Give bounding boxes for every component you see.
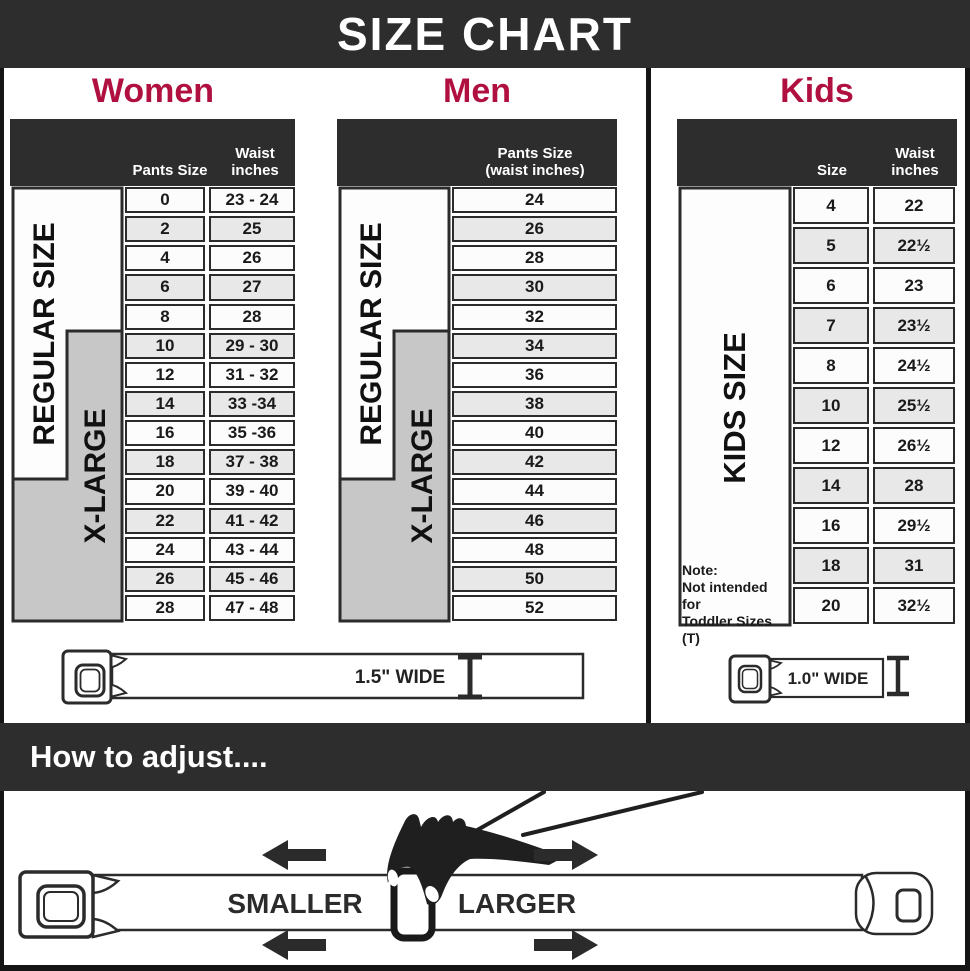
kids-waist-header: Waist inches	[891, 145, 939, 179]
larger-label: LARGER	[457, 888, 577, 919]
waist-cell: 35 -36	[209, 420, 295, 446]
how-to-adjust-heading: How to adjust....	[30, 739, 268, 774]
waist-cell: 23	[873, 267, 955, 304]
size-cell: 5	[793, 227, 869, 264]
page-title: SIZE CHART	[337, 8, 633, 60]
size-cell: 10	[793, 387, 869, 424]
table-row	[793, 227, 955, 267]
frame-right-bottom	[965, 791, 970, 971]
table-row	[793, 307, 955, 347]
men-table-header	[337, 119, 617, 186]
waist-cell: 23 - 24	[209, 187, 295, 213]
table-row	[125, 508, 295, 537]
arrow-right-icon	[534, 840, 598, 870]
table-row	[793, 187, 955, 227]
value-cell: 44	[452, 478, 617, 504]
waist-cell: 29 - 30	[209, 333, 295, 359]
table-row	[452, 508, 617, 537]
men-pants-size-header: Pants Size (waist inches)	[485, 145, 585, 179]
waist-cell: 32½	[873, 587, 955, 624]
table-row	[452, 362, 617, 391]
table-row	[125, 566, 295, 595]
waist-cell: 39 - 40	[209, 478, 295, 504]
adult-belt-strap	[112, 654, 583, 698]
table-row	[125, 537, 295, 566]
table-row	[452, 187, 617, 216]
kids-size-header: Size	[816, 162, 847, 179]
table-row	[793, 427, 955, 467]
size-cell: 8	[793, 347, 869, 384]
kids-section-title: Kids	[780, 72, 854, 110]
size-cell: 28	[125, 595, 205, 621]
table-row	[452, 595, 617, 624]
table-row	[793, 507, 955, 547]
waist-cell: 31	[873, 547, 955, 584]
table-row	[793, 347, 955, 387]
table-row	[125, 245, 295, 274]
header-bar	[0, 0, 970, 68]
size-cell: 7	[793, 307, 869, 344]
section-divider	[646, 68, 651, 723]
waist-cell: 22	[873, 187, 955, 224]
arrow-right-icon	[534, 930, 598, 960]
table-row	[793, 587, 955, 627]
belt-tab-hole	[897, 890, 920, 921]
women-pants-size-header: Pants Size	[132, 162, 208, 179]
table-row	[793, 467, 955, 507]
women-section-title: Women	[91, 72, 215, 110]
value-cell: 24	[452, 187, 617, 213]
size-cell: 24	[125, 537, 205, 563]
waist-cell: 24½	[873, 347, 955, 384]
waist-cell: 31 - 32	[209, 362, 295, 388]
value-cell: 48	[452, 537, 617, 563]
waist-cell: 33 -34	[209, 391, 295, 417]
size-cell: 16	[793, 507, 869, 544]
waist-cell: 28	[209, 304, 295, 330]
size-cell: 22	[125, 508, 205, 534]
size-cell: 20	[125, 478, 205, 504]
size-cell: 14	[793, 467, 869, 504]
table-row	[452, 420, 617, 449]
size-cell: 26	[125, 566, 205, 592]
smaller-label: SMALLER	[227, 888, 363, 919]
waist-cell: 47 - 48	[209, 595, 295, 621]
waist-cell: 28	[873, 467, 955, 504]
women-size-labels	[10, 186, 125, 624]
waist-cell: 41 - 42	[209, 508, 295, 534]
value-cell: 46	[452, 508, 617, 534]
value-cell: 40	[452, 420, 617, 446]
value-cell: 38	[452, 391, 617, 417]
waist-cell: 25	[209, 216, 295, 242]
table-row	[125, 595, 295, 624]
men-size-table-rows	[452, 187, 617, 624]
waist-cell: 23½	[873, 307, 955, 344]
size-cell: 12	[793, 427, 869, 464]
table-row	[125, 449, 295, 478]
waist-cell: 26	[209, 245, 295, 271]
value-cell: 36	[452, 362, 617, 388]
size-cell: 14	[125, 391, 205, 417]
size-cell: 2	[125, 216, 205, 242]
value-cell: 30	[452, 274, 617, 300]
table-row	[125, 216, 295, 245]
waist-cell: 45 - 46	[209, 566, 295, 592]
size-cell: 0	[125, 187, 205, 213]
table-row	[452, 478, 617, 507]
size-cell: 18	[793, 547, 869, 584]
table-row	[125, 420, 295, 449]
frame-left	[0, 68, 4, 723]
table-row	[125, 304, 295, 333]
table-row	[452, 449, 617, 478]
value-cell: 42	[452, 449, 617, 475]
belt-end-tab	[856, 873, 932, 934]
size-cell: 10	[125, 333, 205, 359]
kids-size-labels	[677, 186, 793, 627]
table-row	[452, 537, 617, 566]
table-row	[452, 333, 617, 362]
waist-cell: 25½	[873, 387, 955, 424]
women-table-header	[10, 119, 295, 186]
men-xlarge-label: X-LARGE	[406, 408, 439, 544]
adult-belt-width-label: 1.5" WIDE	[354, 667, 446, 688]
size-cell: 4	[125, 245, 205, 271]
table-row	[793, 547, 955, 587]
women-waist-header: Waist inches	[231, 145, 279, 179]
table-row	[793, 387, 955, 427]
frame-left-bottom	[0, 791, 4, 971]
table-row	[452, 274, 617, 303]
table-row	[793, 267, 955, 307]
waist-cell: 22½	[873, 227, 955, 264]
table-row	[125, 391, 295, 420]
men-section-title: Men	[443, 72, 511, 110]
waist-cell: 27	[209, 274, 295, 300]
table-row	[452, 304, 617, 333]
table-row	[125, 478, 295, 507]
size-cell: 16	[125, 420, 205, 446]
size-cell: 12	[125, 362, 205, 388]
kids-belt-width-label: 1.0" WIDE	[787, 669, 869, 688]
waist-cell: 26½	[873, 427, 955, 464]
table-row	[125, 362, 295, 391]
value-cell: 52	[452, 595, 617, 621]
table-row	[125, 274, 295, 303]
arrow-left-icon	[262, 930, 326, 960]
adjust-illustration	[0, 791, 970, 965]
adult-belt-illustration	[20, 645, 630, 713]
table-row	[125, 333, 295, 362]
women-size-table-rows	[125, 187, 295, 624]
kids-size-table-rows	[793, 187, 955, 627]
men-size-labels	[337, 186, 452, 624]
size-cell: 4	[793, 187, 869, 224]
arrow-left-icon	[262, 840, 326, 870]
size-cell: 20	[793, 587, 869, 624]
value-cell: 26	[452, 216, 617, 242]
how-to-adjust-bar	[0, 723, 970, 791]
table-row	[452, 391, 617, 420]
kids-size-label: KIDS SIZE	[717, 332, 752, 484]
size-cell: 18	[125, 449, 205, 475]
frame-right	[965, 68, 970, 723]
table-row	[125, 187, 295, 216]
kids-table-header	[677, 119, 957, 186]
waist-cell: 29½	[873, 507, 955, 544]
value-cell: 32	[452, 304, 617, 330]
frame-bottom	[0, 965, 970, 971]
value-cell: 50	[452, 566, 617, 592]
size-cell: 6	[793, 267, 869, 304]
women-regular-label: REGULAR SIZE	[28, 222, 61, 446]
women-xlarge-label: X-LARGE	[79, 408, 112, 544]
waist-cell: 43 - 44	[209, 537, 295, 563]
kids-note: Note: Not intended for Toddler Sizes (T)	[682, 562, 772, 646]
value-cell: 34	[452, 333, 617, 359]
kids-belt-illustration	[700, 645, 940, 713]
table-row	[452, 216, 617, 245]
size-cell: 6	[125, 274, 205, 300]
men-regular-label: REGULAR SIZE	[355, 222, 388, 446]
value-cell: 28	[452, 245, 617, 271]
table-row	[452, 566, 617, 595]
waist-cell: 37 - 38	[209, 449, 295, 475]
table-row	[452, 245, 617, 274]
size-cell: 8	[125, 304, 205, 330]
width-measure-icon	[887, 658, 909, 694]
